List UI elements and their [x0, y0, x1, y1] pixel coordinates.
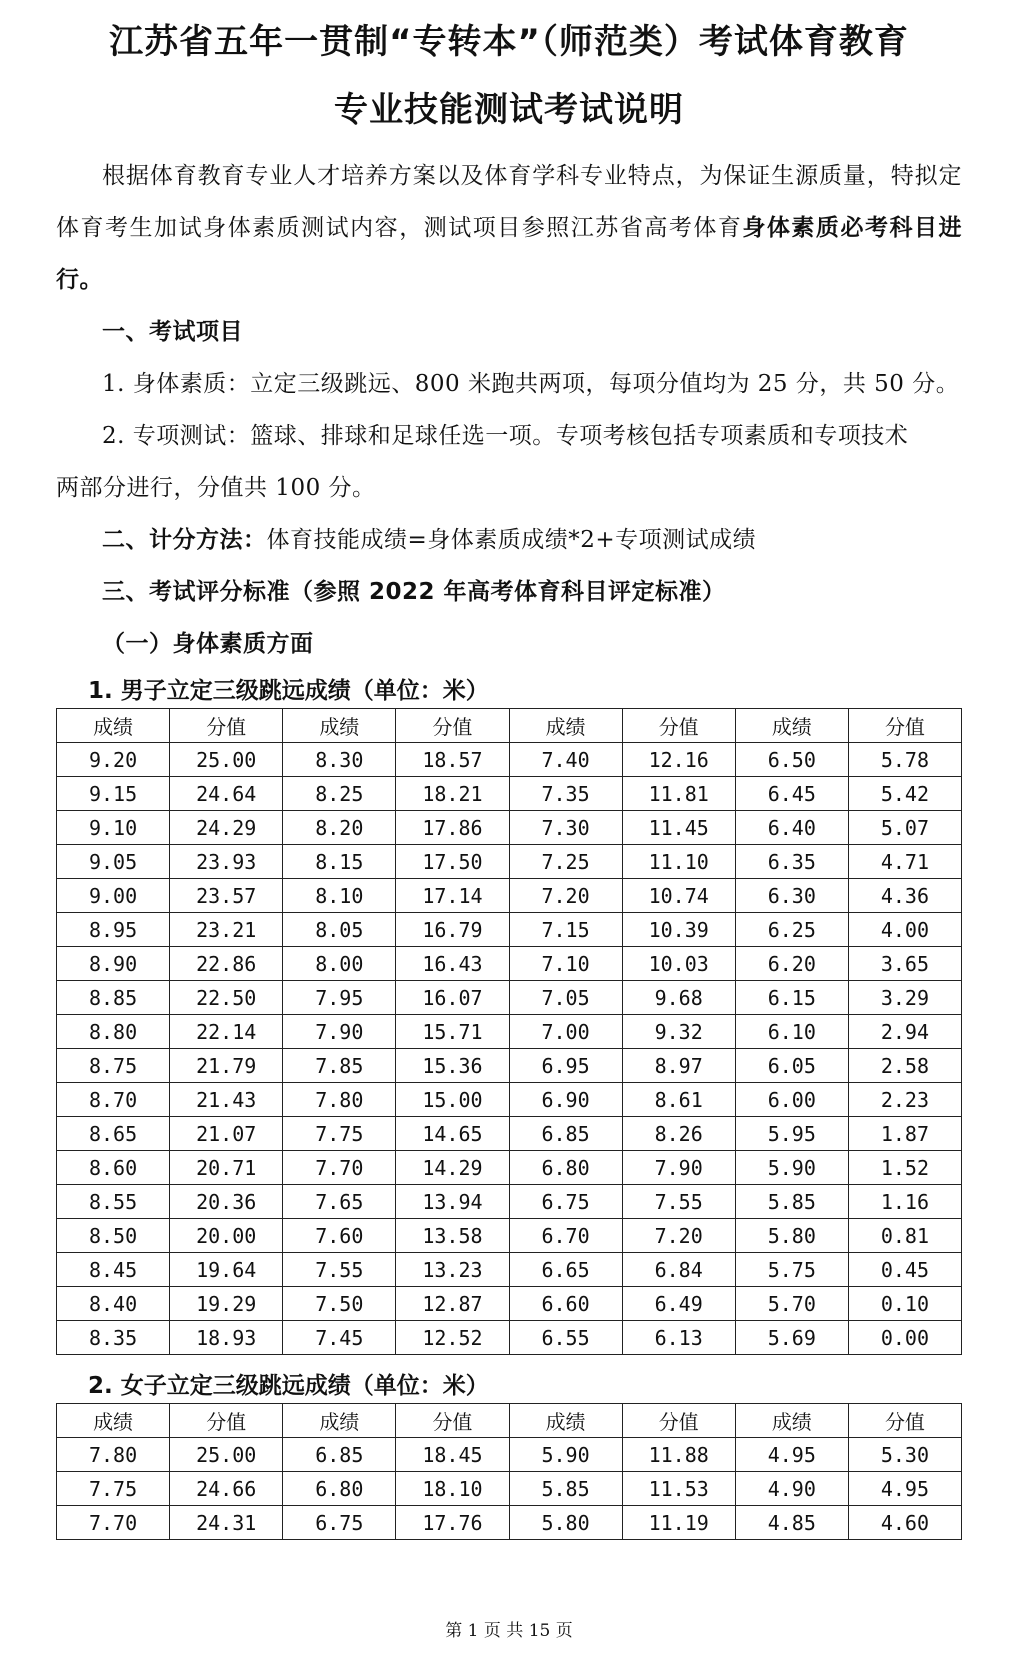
table-cell: 6.25 [735, 913, 848, 947]
table-cell: 4.85 [735, 1506, 848, 1540]
table-cell: 11.81 [622, 777, 735, 811]
table-cell: 2.23 [848, 1083, 961, 1117]
table-cell: 14.65 [396, 1117, 509, 1151]
table-cell: 5.95 [735, 1117, 848, 1151]
table-cell: 18.57 [396, 743, 509, 777]
table-row [57, 1321, 962, 1355]
table-cell: 4.60 [848, 1506, 961, 1540]
table-cell: 21.43 [170, 1083, 283, 1117]
table-cell: 8.85 [57, 981, 170, 1015]
table-row [57, 1438, 962, 1472]
table-cell: 23.21 [170, 913, 283, 947]
table-cell: 6.80 [509, 1151, 622, 1185]
item-2-line-2: 两部分进行，分值共 100 分。 [56, 475, 376, 501]
header-cell: 成绩 [509, 709, 622, 743]
header-cell: 分值 [170, 1404, 283, 1438]
table-cell: 10.03 [622, 947, 735, 981]
table-cell: 8.10 [283, 879, 396, 913]
table-cell: 16.07 [396, 981, 509, 1015]
table-cell: 6.75 [509, 1185, 622, 1219]
table-cell: 7.70 [283, 1151, 396, 1185]
table-cell: 8.70 [57, 1083, 170, 1117]
table-cell: 9.00 [57, 879, 170, 913]
table-cell: 1.87 [848, 1117, 961, 1151]
table-cell: 18.93 [170, 1321, 283, 1355]
header-cell: 成绩 [735, 709, 848, 743]
intro-text: 根据体育教育专业人才培养方案以及体育学科专业特点，为保证生源质量，特拟定体育考生加试身体素质测试内容，测试项目参照江苏省高考体育 [56, 163, 962, 241]
table-cell: 7.65 [283, 1185, 396, 1219]
table-cell: 11.53 [622, 1472, 735, 1506]
table-cell: 2.58 [848, 1049, 961, 1083]
page-footer: 第 1 页 共 15 页 [445, 1621, 573, 1641]
table-row [57, 879, 962, 913]
table-row [57, 1219, 962, 1253]
table-cell: 20.00 [170, 1219, 283, 1253]
doc-title-line-2: 专业技能测试考试说明 [334, 90, 684, 130]
table-cell: 7.50 [283, 1287, 396, 1321]
table-cell: 8.97 [622, 1049, 735, 1083]
table-cell: 4.95 [848, 1472, 961, 1506]
table-cell: 6.84 [622, 1253, 735, 1287]
table-cell: 8.45 [57, 1253, 170, 1287]
table-row [57, 777, 962, 811]
table-row [57, 981, 962, 1015]
table-cell: 8.25 [283, 777, 396, 811]
table-cell: 9.68 [622, 981, 735, 1015]
table-cell: 5.30 [848, 1438, 961, 1472]
table-row [57, 1472, 962, 1506]
table-cell: 11.19 [622, 1506, 735, 1540]
table-cell: 5.85 [735, 1185, 848, 1219]
table-row [57, 1117, 962, 1151]
table-row [57, 1049, 962, 1083]
doc-title-line-1: 江苏省五年一贯制“专转本”（师范类）考试体育教育 [109, 22, 909, 62]
table-cell: 11.88 [622, 1438, 735, 1472]
header-cell: 分值 [848, 1404, 961, 1438]
table-cell: 5.75 [735, 1253, 848, 1287]
table-cell: 4.95 [735, 1438, 848, 1472]
table-cell: 13.94 [396, 1185, 509, 1219]
table-cell: 7.00 [509, 1015, 622, 1049]
header-cell: 成绩 [57, 1404, 170, 1438]
table-row [57, 1287, 962, 1321]
table-cell: 6.13 [622, 1321, 735, 1355]
male-table-body [57, 743, 962, 1355]
header-cell: 分值 [848, 709, 961, 743]
table-cell: 11.45 [622, 811, 735, 845]
table-cell: 5.90 [735, 1151, 848, 1185]
table-cell: 6.85 [283, 1438, 396, 1472]
section-3-heading: 三、考试评分标准（参照 2022 年高考体育科目评定标准） [102, 579, 726, 605]
table-cell: 15.71 [396, 1015, 509, 1049]
table-cell: 7.05 [509, 981, 622, 1015]
table-cell: 24.29 [170, 811, 283, 845]
table-cell: 9.05 [57, 845, 170, 879]
table-cell: 5.42 [848, 777, 961, 811]
table-cell: 5.70 [735, 1287, 848, 1321]
table-cell: 8.75 [57, 1049, 170, 1083]
table-cell: 6.50 [735, 743, 848, 777]
table-cell: 6.35 [735, 845, 848, 879]
table-cell: 7.45 [283, 1321, 396, 1355]
table-header-row [57, 1404, 962, 1438]
table-cell: 3.29 [848, 981, 961, 1015]
table-cell: 17.50 [396, 845, 509, 879]
table-cell: 0.81 [848, 1219, 961, 1253]
table-cell: 6.60 [509, 1287, 622, 1321]
table-cell: 7.20 [622, 1219, 735, 1253]
header-cell: 分值 [622, 709, 735, 743]
header-cell: 分值 [396, 709, 509, 743]
table-cell: 8.61 [622, 1083, 735, 1117]
table-cell: 6.30 [735, 879, 848, 913]
table-cell: 6.65 [509, 1253, 622, 1287]
header-cell: 分值 [170, 709, 283, 743]
intro-bold-text: 身体素质必考科目进行。 [56, 215, 963, 293]
table-cell: 6.90 [509, 1083, 622, 1117]
table-cell: 6.80 [283, 1472, 396, 1506]
table-cell: 14.29 [396, 1151, 509, 1185]
table-cell: 8.90 [57, 947, 170, 981]
table-cell: 17.86 [396, 811, 509, 845]
item-1: 1. 身体素质：立定三级跳远、800 米跑共两项，每项分值均为 25 分，共 50 分。 [102, 371, 960, 397]
table-cell: 20.71 [170, 1151, 283, 1185]
table-cell: 9.20 [57, 743, 170, 777]
table-row [57, 1015, 962, 1049]
table-cell: 18.21 [396, 777, 509, 811]
male-table-title: 1. 男子立定三级跳远成绩（单位：米） [88, 678, 489, 704]
table-cell: 0.45 [848, 1253, 961, 1287]
table-cell: 8.20 [283, 811, 396, 845]
table-cell: 8.65 [57, 1117, 170, 1151]
table-cell: 8.15 [283, 845, 396, 879]
table-row [57, 947, 962, 981]
table-cell: 17.14 [396, 879, 509, 913]
table-header-row [57, 709, 962, 743]
table-cell: 7.55 [283, 1253, 396, 1287]
table-cell: 8.35 [57, 1321, 170, 1355]
table-cell: 0.00 [848, 1321, 961, 1355]
header-cell: 成绩 [509, 1404, 622, 1438]
table-cell: 8.60 [57, 1151, 170, 1185]
table-cell: 7.25 [509, 845, 622, 879]
table-row [57, 1506, 962, 1540]
header-cell: 成绩 [283, 709, 396, 743]
table-cell: 7.90 [622, 1151, 735, 1185]
table-cell: 1.16 [848, 1185, 961, 1219]
table-cell: 23.57 [170, 879, 283, 913]
table-row [57, 1185, 962, 1219]
table-cell: 5.80 [735, 1219, 848, 1253]
table-cell: 23.93 [170, 845, 283, 879]
male-score-table [56, 708, 962, 1355]
table-cell: 2.94 [848, 1015, 961, 1049]
header-cell: 成绩 [735, 1404, 848, 1438]
table-cell: 9.15 [57, 777, 170, 811]
table-cell: 7.95 [283, 981, 396, 1015]
table-cell: 7.75 [283, 1117, 396, 1151]
item-2-line-1: 2. 专项测试：篮球、排球和足球任选一项。专项考核包括专项素质和专项技术 [102, 423, 909, 449]
table-cell: 7.15 [509, 913, 622, 947]
table-cell: 7.40 [509, 743, 622, 777]
table-cell: 9.32 [622, 1015, 735, 1049]
section-1-heading: 一、考试项目 [102, 319, 243, 345]
table-cell: 7.60 [283, 1219, 396, 1253]
section-2-text: 体育技能成绩=身体素质成绩*2+专项测试成绩 [266, 527, 757, 553]
table-cell: 15.00 [396, 1083, 509, 1117]
table-cell: 8.55 [57, 1185, 170, 1219]
table-cell: 0.10 [848, 1287, 961, 1321]
table-cell: 8.26 [622, 1117, 735, 1151]
table-cell: 8.05 [283, 913, 396, 947]
table-cell: 6.49 [622, 1287, 735, 1321]
table-cell: 6.75 [283, 1506, 396, 1540]
table-cell: 7.20 [509, 879, 622, 913]
table-cell: 13.23 [396, 1253, 509, 1287]
table-cell: 19.64 [170, 1253, 283, 1287]
header-cell: 分值 [622, 1404, 735, 1438]
table-cell: 5.90 [509, 1438, 622, 1472]
table-cell: 12.16 [622, 743, 735, 777]
table-cell: 7.55 [622, 1185, 735, 1219]
table-cell: 19.29 [170, 1287, 283, 1321]
table-cell: 22.14 [170, 1015, 283, 1049]
table-cell: 12.52 [396, 1321, 509, 1355]
table-cell: 6.85 [509, 1117, 622, 1151]
female-table-title: 2. 女子立定三级跳远成绩（单位：米） [88, 1373, 489, 1399]
table-cell: 6.95 [509, 1049, 622, 1083]
table-cell: 3.65 [848, 947, 961, 981]
table-cell: 6.15 [735, 981, 848, 1015]
table-row [57, 1083, 962, 1117]
table-cell: 7.35 [509, 777, 622, 811]
header-cell: 成绩 [57, 709, 170, 743]
table-cell: 7.80 [283, 1083, 396, 1117]
table-cell: 6.05 [735, 1049, 848, 1083]
header-cell: 分值 [396, 1404, 509, 1438]
table-cell: 22.86 [170, 947, 283, 981]
table-cell: 10.74 [622, 879, 735, 913]
header-cell: 成绩 [283, 1404, 396, 1438]
table-cell: 18.45 [396, 1438, 509, 1472]
table-cell: 5.69 [735, 1321, 848, 1355]
table-cell: 8.95 [57, 913, 170, 947]
table-cell: 8.40 [57, 1287, 170, 1321]
table-row [57, 743, 962, 777]
table-cell: 21.07 [170, 1117, 283, 1151]
section-2-heading: 二、计分方法： [102, 527, 267, 553]
section-2 [56, 514, 962, 566]
table-cell: 4.71 [848, 845, 961, 879]
table-cell: 25.00 [170, 1438, 283, 1472]
table-cell: 10.39 [622, 913, 735, 947]
table-cell: 15.36 [396, 1049, 509, 1083]
female-table-body [57, 1438, 962, 1540]
table-cell: 11.10 [622, 845, 735, 879]
table-cell: 21.79 [170, 1049, 283, 1083]
table-cell: 7.70 [57, 1506, 170, 1540]
table-cell: 6.00 [735, 1083, 848, 1117]
table-cell: 5.85 [509, 1472, 622, 1506]
table-row [57, 845, 962, 879]
table-cell: 7.80 [57, 1438, 170, 1472]
table-cell: 9.10 [57, 811, 170, 845]
female-score-table [56, 1403, 962, 1540]
table-cell: 8.50 [57, 1219, 170, 1253]
table-cell: 16.43 [396, 947, 509, 981]
table-row [57, 1253, 962, 1287]
intro-paragraph [56, 150, 962, 306]
table-cell: 7.30 [509, 811, 622, 845]
table-cell: 25.00 [170, 743, 283, 777]
table-cell: 5.80 [509, 1506, 622, 1540]
table-cell: 6.20 [735, 947, 848, 981]
table-cell: 17.76 [396, 1506, 509, 1540]
table-cell: 20.36 [170, 1185, 283, 1219]
table-cell: 7.10 [509, 947, 622, 981]
table-cell: 12.87 [396, 1287, 509, 1321]
table-cell: 18.10 [396, 1472, 509, 1506]
table-cell: 7.75 [57, 1472, 170, 1506]
table-cell: 6.55 [509, 1321, 622, 1355]
table-cell: 24.64 [170, 777, 283, 811]
table-cell: 8.30 [283, 743, 396, 777]
table-cell: 6.70 [509, 1219, 622, 1253]
table-cell: 5.07 [848, 811, 961, 845]
table-cell: 8.80 [57, 1015, 170, 1049]
table-cell: 1.52 [848, 1151, 961, 1185]
table-cell: 6.40 [735, 811, 848, 845]
table-cell: 6.10 [735, 1015, 848, 1049]
table-cell: 13.58 [396, 1219, 509, 1253]
table-cell: 22.50 [170, 981, 283, 1015]
table-cell: 7.90 [283, 1015, 396, 1049]
table-cell: 6.45 [735, 777, 848, 811]
subsection-1-heading: （一）身体素质方面 [102, 631, 314, 657]
table-cell: 4.36 [848, 879, 961, 913]
table-cell: 4.00 [848, 913, 961, 947]
table-row [57, 811, 962, 845]
table-cell: 8.00 [283, 947, 396, 981]
table-cell: 4.90 [735, 1472, 848, 1506]
table-row [57, 1151, 962, 1185]
table-row [57, 913, 962, 947]
table-cell: 24.31 [170, 1506, 283, 1540]
table-cell: 16.79 [396, 913, 509, 947]
table-cell: 24.66 [170, 1472, 283, 1506]
table-cell: 7.85 [283, 1049, 396, 1083]
table-cell: 5.78 [848, 743, 961, 777]
